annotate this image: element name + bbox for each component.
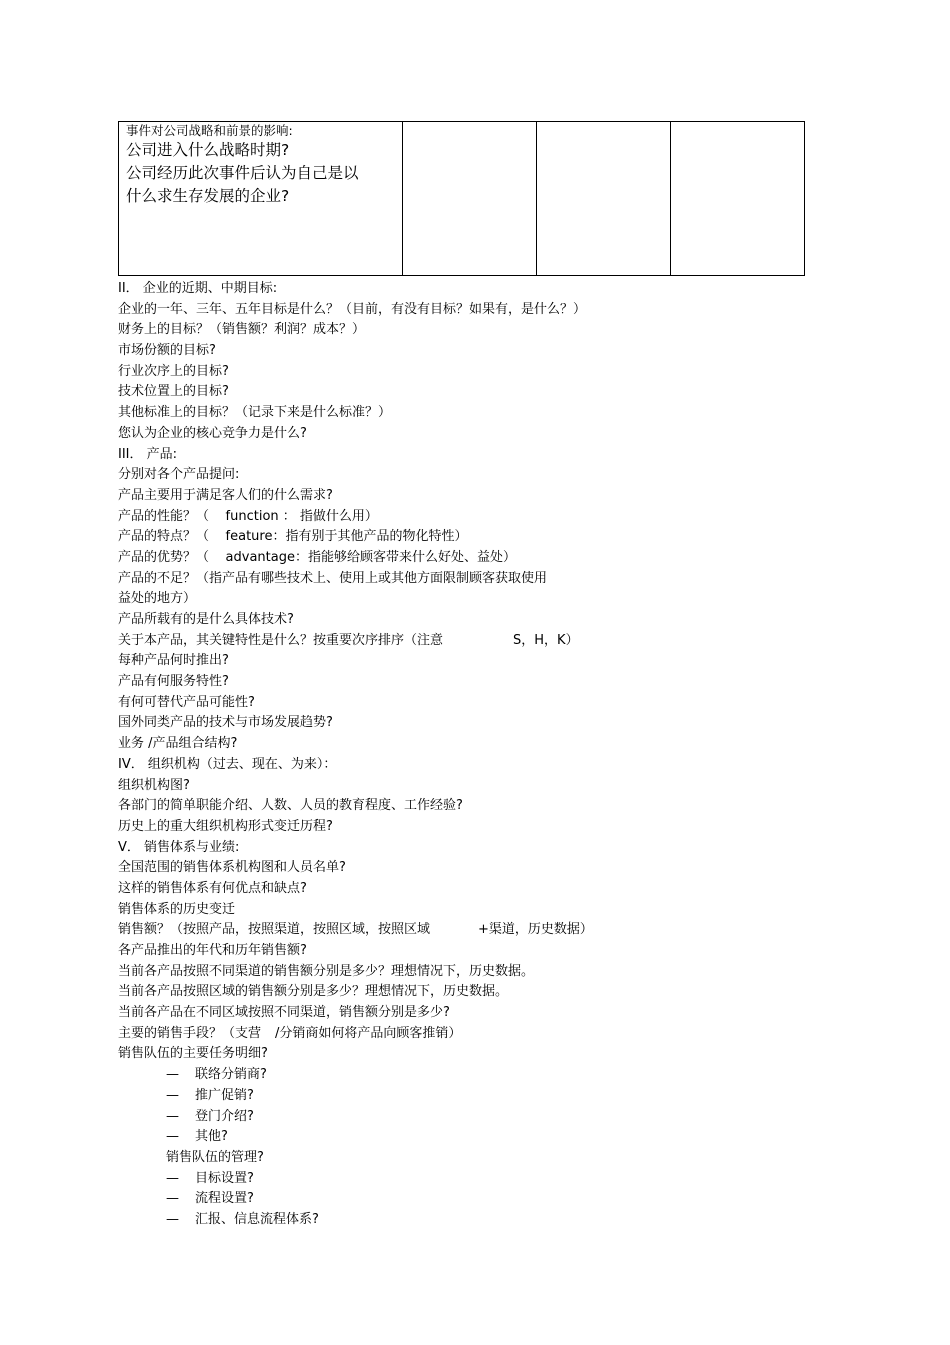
sales-revenue-text: 销售额？（按照产品，按照渠道，按照区域，按照区域	[118, 922, 431, 938]
sales-item: 销售体系的历史变迁	[118, 901, 236, 917]
sales-task-text: 登门介绍?	[195, 1108, 254, 1124]
sales-mgmt-text: 流程设置?	[195, 1191, 254, 1207]
goals-item: 财务上的目标？（销售额？利润？成本？）	[118, 322, 366, 338]
table-question-3: 什么求生存发展的企业?	[126, 187, 290, 205]
sales-mgmt-item	[118, 1189, 818, 1210]
sales-revenue-tail: +渠道，历史数据）	[478, 922, 593, 938]
products-item: 产品的优势？（ advantage：指能够给顾客带来什么好处、益处）	[118, 549, 516, 565]
dash-bullet: —	[166, 1170, 179, 1186]
sales-mgmt-item	[118, 1210, 818, 1231]
goals-item: 市场份额的目标?	[118, 343, 216, 359]
products-item: 产品的性能？（ function ： 指做什么用）	[118, 508, 378, 524]
sales-task-text: 联络分销商?	[195, 1067, 267, 1083]
sales-task-text: 其他?	[195, 1129, 228, 1145]
products-item: 国外同类产品的技术与市场发展趋势?	[118, 715, 333, 731]
sales-item: 当前各产品按照区域的销售额分别是多少？理想情况下，历史数据。	[118, 984, 509, 1000]
sales-mgmt-text: 目标设置?	[195, 1170, 254, 1186]
sales-mgmt-item	[118, 1169, 818, 1190]
sales-task-text: 推广促销?	[195, 1087, 254, 1103]
products-item: 益处的地方）	[118, 591, 197, 607]
sales-task-item	[118, 1107, 818, 1128]
sales-task-title: 销售队伍的主要任务明细?	[118, 1046, 268, 1062]
section-title-products: III． 产品:	[118, 446, 178, 462]
table-cell-question	[119, 122, 403, 275]
goals-item: 技术位置上的目标?	[118, 384, 229, 400]
table-question-2: 公司经历此次事件后认为自己是以	[126, 164, 359, 182]
key-features-codes: S，H，K）	[513, 632, 579, 648]
dash-bullet: —	[166, 1067, 179, 1083]
table-cell-empty-3	[671, 122, 804, 275]
products-item: 产品的不足？（指产品有哪些技术上、使用上或其他方面限制顾客获取使用	[118, 570, 548, 586]
sales-task-item	[118, 1086, 818, 1107]
section-title-sales: V． 销售体系与业绩:	[118, 839, 240, 855]
goals-item: 行业次序上的目标?	[118, 363, 229, 379]
products-item: 有何可替代产品可能性?	[118, 694, 255, 710]
products-item: 产品所载有的是什么具体技术?	[118, 612, 294, 627]
products-key-features	[118, 631, 818, 652]
sales-item: 各产品推出的年代和历年销售额?	[118, 943, 307, 958]
table-cell-empty-2	[537, 122, 671, 275]
dash-bullet: —	[166, 1087, 179, 1103]
sales-item: 全国范围的销售体系机构图和人员名单?	[118, 860, 346, 876]
section-title-goals: II． 企业的近期、中期目标:	[118, 281, 278, 296]
organization-item: 历史上的重大组织机构形式变迁历程?	[118, 818, 333, 834]
sales-item: 当前各产品按照不同渠道的销售额分别是多少？理想情况下，历史数据。	[118, 963, 535, 979]
sales-task-item	[118, 1065, 818, 1086]
sales-task-item	[118, 1127, 818, 1148]
organization-item: 组织机构图?	[118, 777, 190, 793]
goals-item: 其他标准上的目标？（记录下来是什么标准？）	[118, 405, 392, 421]
table-cell-empty-1	[403, 122, 537, 275]
table-label: 事件对公司战略和前景的影响:	[126, 123, 293, 138]
products-item: 产品的特点？（ feature：指有别于其他产品的物化特性）	[118, 529, 468, 545]
products-item: 业务 /产品组合结构?	[118, 736, 238, 752]
goals-item: 企业的一年、三年、五年目标是什么？（目前，有没有目标？如果有，是什么？）	[118, 301, 587, 317]
sales-item: 这样的销售体系有何优点和缺点?	[118, 880, 307, 896]
sales-means-line	[118, 1024, 818, 1045]
dash-bullet: —	[166, 1191, 179, 1207]
products-item: 每种产品何时推出?	[118, 653, 229, 669]
sales-revenue-line	[118, 920, 818, 941]
key-features-text: 关于本产品，其关键特性是什么？按重要次序排序（注意	[118, 632, 444, 648]
dash-bullet: —	[166, 1129, 179, 1145]
event-impact-table	[118, 121, 805, 276]
document-body	[118, 279, 818, 1231]
sales-mgmt-title: 销售队伍的管理?	[166, 1149, 264, 1165]
organization-item: 各部门的简单职能介绍、人数、人员的教育程度、工作经验?	[118, 798, 463, 814]
goals-item: 您认为企业的核心竞争力是什么?	[118, 425, 307, 441]
sales-means-text: 主要的销售手段？（支营	[118, 1025, 262, 1041]
table-question-1: 公司进入什么战略时期?	[126, 141, 290, 159]
sales-means-tail: /分销商如何将产品向顾客推销）	[275, 1025, 462, 1041]
products-item: 分别对各个产品提问:	[118, 467, 240, 483]
products-item: 产品主要用于满足客人们的什么需求?	[118, 487, 333, 503]
sales-mgmt-text: 汇报、信息流程体系?	[195, 1211, 319, 1227]
section-title-organization: IV． 组织机构（过去、现在、为来）：	[118, 756, 337, 772]
dash-bullet: —	[166, 1108, 179, 1124]
products-item: 产品有何服务特性?	[118, 674, 229, 690]
sales-item: 当前各产品在不同区域按照不同渠道，销售额分别是多少?	[118, 1005, 450, 1021]
dash-bullet: —	[166, 1211, 179, 1227]
